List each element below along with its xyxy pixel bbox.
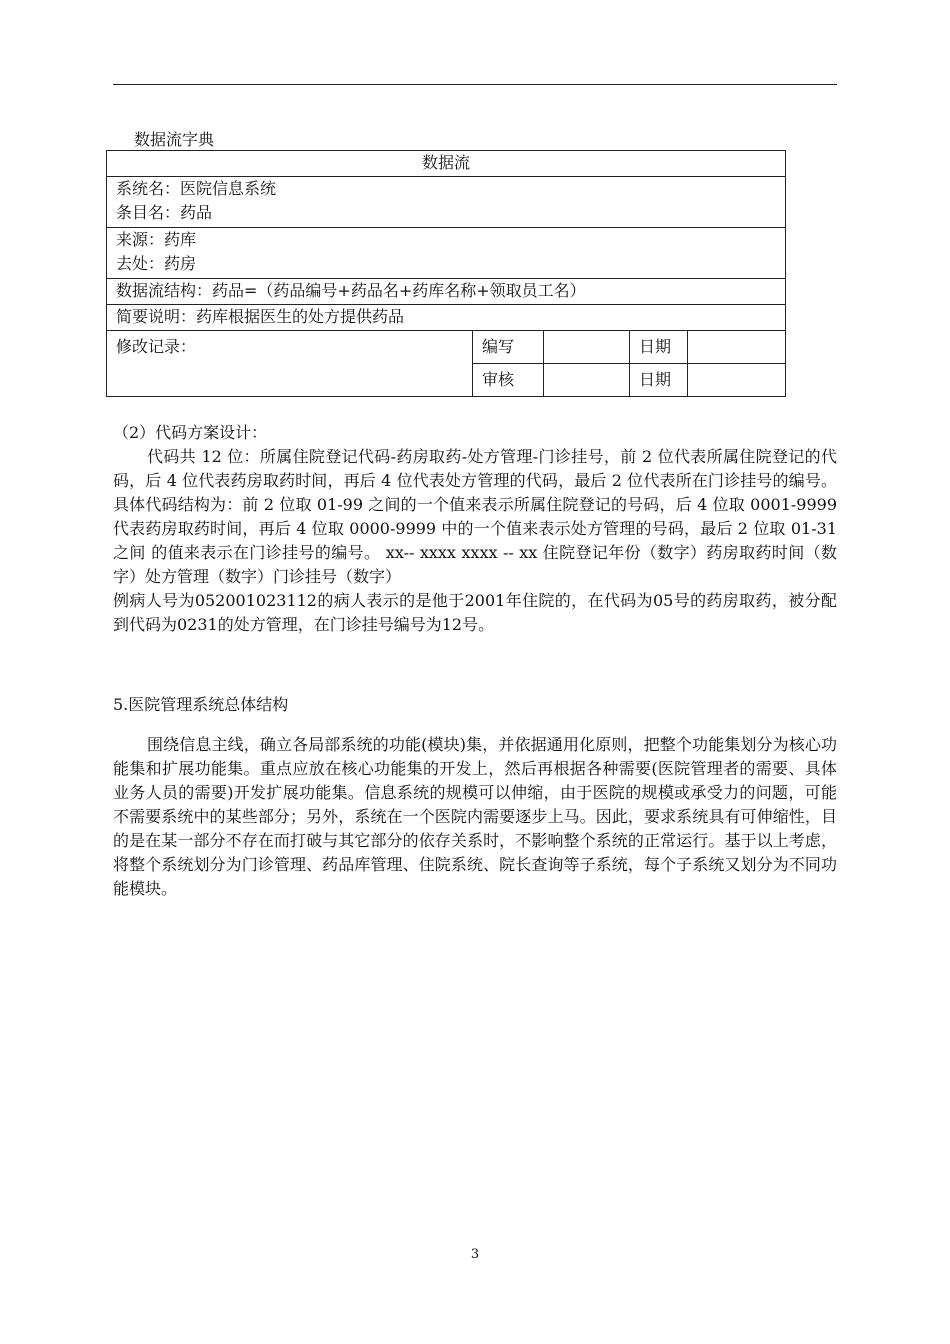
writer-value (544, 331, 630, 364)
table-row (107, 331, 786, 364)
reviewer-label: 审核 (473, 364, 544, 397)
table-cell (107, 177, 786, 228)
entry-name: 条目名：药品 (116, 203, 213, 222)
table-header: 数据流 (107, 151, 786, 177)
data-dictionary-table (106, 150, 786, 397)
date-value (688, 364, 786, 397)
header-rule (113, 84, 837, 85)
reviewer-value (544, 364, 630, 397)
table-row (107, 305, 786, 331)
table-row (107, 228, 786, 279)
date-label: 日期 (630, 331, 688, 364)
system-name: 系统名：医院信息系统 (116, 179, 277, 198)
structure-cell: 数据流结构：药品=（药品编号+药品名+药库名称+领取员工名） (107, 279, 786, 305)
code-design-example: 例病人号为052001023112的病人表示的是他于2001年住院的，在代码为05号的药房取药，被分配到代码为0231的处方管理，在门诊挂号编号为12号。 (113, 591, 837, 634)
code-design-section (113, 421, 837, 637)
overall-structure-section (113, 693, 837, 901)
change-log-cell: 修改记录： (107, 331, 473, 397)
table-row (107, 177, 786, 228)
code-design-paragraph: 代码共 12 位：所属住院登记代码-药房取药-处方管理-门诊挂号，前 2 位代表所属住院登记的代码，后 4 位代表药房取药时间，再后 4 位代表处方管理的代码，最后 2 位代表所在门诊挂号的编号。具体代码结构为：前 2 位取 01-99 之间的一个值来表示所属住院登记的号码，后 4 位取 0001-9999 代表药房取药时间，再后 4 位取 0000-9999 中的一个值来表示处方管理的号码，最后 2 位取 01-31 之间 的值来表示在门诊挂号的编号。 xx-- xxxx xxxx -- xx 住院登记年份（数字）药房取药时间（数字）处方管理（数字）门诊挂号（数字） (113, 447, 837, 586)
date-value (688, 331, 786, 364)
overall-structure-heading: 5.医院管理系统总体结构 (113, 695, 289, 714)
table-row (107, 279, 786, 305)
table-cell (107, 228, 786, 279)
date-label: 日期 (630, 364, 688, 397)
destination: 去处：药房 (116, 254, 197, 273)
summary-cell: 简要说明：药库根据医生的处方提供药品 (107, 305, 786, 331)
dictionary-caption: 数据流字典 (134, 130, 215, 149)
writer-label: 编写 (473, 331, 544, 364)
page-number: 3 (470, 1247, 480, 1262)
code-design-heading: （2）代码方案设计： (113, 423, 268, 442)
overall-structure-paragraph: 围绕信息主线，确立各局部系统的功能(模块)集，并依据通用化原则，把整个功能集划分为核心功能集和扩展功能集。重点应放在核心功能集的开发上，然后再根据各种需要(医院管理者的需要、具体业务人员的需要)开发扩展功能集。信息系统的规模可以伸缩，由于医院的规模或承受力的问题，可能不需要系统中的某些部分；另外，系统在一个医院内需要逐步上马。因此，要求系统具有可伸缩性，目的是在某一部分不存在而打破与其它部分的依存关系时，不影响整个系统的正常运行。基于以上考虑，将整个系统划分为门诊管理、药品库管理、住院系统、院长查询等子系统，每个子系统又划分为不同功能模块。 (113, 735, 837, 898)
source: 来源：药库 (116, 230, 197, 249)
table-row (107, 151, 786, 177)
